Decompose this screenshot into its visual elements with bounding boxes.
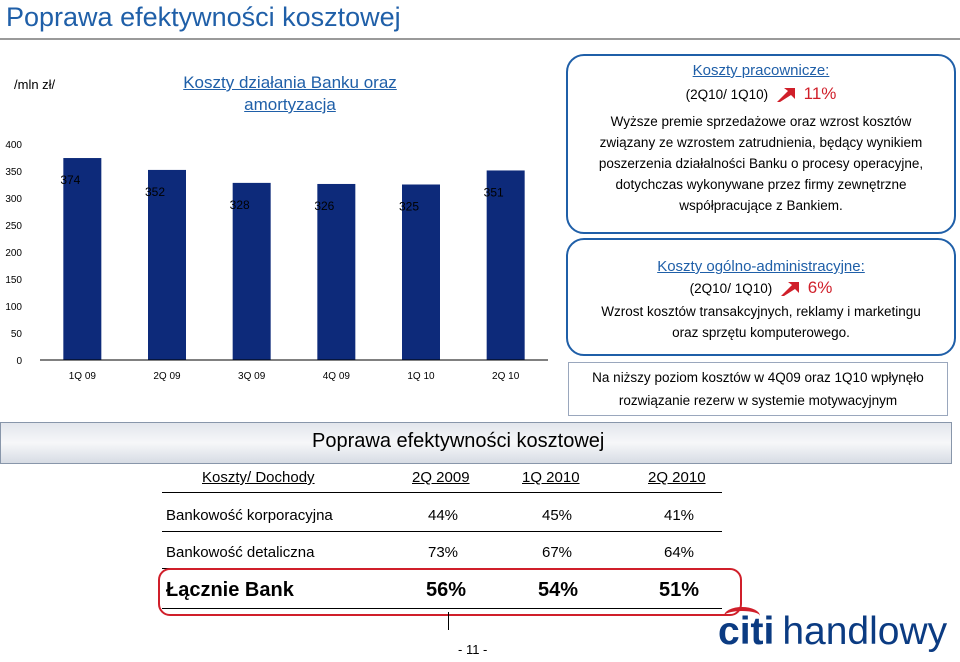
x-tick-label: 2Q 10	[492, 371, 520, 382]
table-cell-total: 56%	[426, 579, 467, 601]
personnel-change-value: 11%	[803, 84, 837, 103]
admin-change-value: 6%	[807, 278, 833, 297]
x-tick-label: 1Q 10	[407, 371, 435, 382]
personnel-change-row	[568, 83, 954, 105]
y-tick-label: 300	[5, 194, 22, 205]
table-divider	[162, 531, 722, 532]
cost-bar-chart	[0, 130, 560, 390]
table-divider	[162, 492, 722, 493]
admin-cost-panel	[566, 238, 956, 356]
y-tick-label: 200	[5, 248, 22, 259]
table-cell: 44%	[428, 507, 459, 524]
personnel-line: współpracujące z Bankiem.	[679, 198, 843, 213]
logo-mark: citi	[718, 610, 775, 653]
bar-value-label: 352	[145, 184, 166, 199]
efficiency-banner-title: Poprawa efektywności kosztowej	[312, 430, 605, 452]
admin-line: Wzrost kosztów transakcyjnych, reklamy i marketingu	[601, 304, 921, 319]
y-tick-label: 150	[5, 275, 22, 286]
logo-word: handlowy	[782, 610, 948, 653]
bar-value-label: 325	[399, 199, 420, 214]
bar	[63, 158, 101, 360]
personnel-line: związany ze wzrostem zatrudnienia, będący wynikiem	[599, 135, 923, 150]
table-row-label: Bankowość detaliczna	[166, 544, 315, 561]
admin-line: oraz sprzętu komputerowego.	[672, 325, 850, 340]
table-header-col: 2Q 2010	[648, 469, 706, 486]
personnel-cost-panel	[566, 54, 956, 234]
x-tick-label: 3Q 09	[238, 371, 266, 382]
bar-value-label: 328	[229, 197, 250, 212]
note-line: rozwiązanie rezerw w systemie motywacyjnym	[618, 393, 898, 408]
table-header-col: 2Q 2009	[412, 469, 470, 486]
page-title: Poprawa efektywności kosztowej	[6, 2, 401, 32]
y-tick-label: 350	[5, 167, 22, 178]
admin-cost-heading: Koszty ogólno-administracyjne:	[657, 258, 865, 275]
bar-value-label: 374	[60, 173, 81, 188]
chart-title: Koszty działania Banku oraz amortyzacja	[183, 73, 397, 114]
table-row-label: Bankowość korporacyjna	[166, 507, 333, 524]
bar-value-label: 351	[483, 185, 504, 200]
table-column-divider	[448, 612, 449, 630]
x-axis	[40, 360, 548, 382]
x-tick-label: 4Q 09	[322, 371, 350, 382]
y-tick-label: 400	[5, 140, 22, 151]
table-divider	[162, 608, 722, 609]
table-cell: 64%	[664, 544, 695, 561]
admin-change-row	[568, 277, 954, 299]
x-tick-label: 1Q 09	[68, 371, 96, 382]
table-cell-total: 54%	[538, 579, 579, 601]
note-line: Na niższy poziom kosztów w 4Q09 oraz 1Q10 wpłynęło	[592, 370, 924, 385]
table-cell: 45%	[542, 507, 573, 524]
y-tick-label: 0	[16, 356, 22, 367]
table-cell-total: 51%	[659, 579, 700, 601]
personnel-line: dotychczas wykonywane przez firmy zewnętrzne	[615, 177, 907, 192]
table-header-label: Koszty/ Dochody	[202, 469, 315, 486]
up-arrow-icon	[776, 87, 796, 103]
y-tick-label: 50	[10, 329, 22, 340]
x-tick-label: 2Q 09	[153, 371, 181, 382]
reserve-note	[568, 362, 948, 416]
unit-label: /mln zł/	[14, 77, 56, 92]
bar-value-label: 326	[314, 198, 335, 213]
citi-handlowy-logo	[718, 610, 947, 654]
table-cell: 73%	[428, 544, 459, 561]
personnel-period: (2Q10/ 1Q10)	[685, 87, 769, 102]
table-cell: 41%	[664, 507, 695, 524]
title-divider	[0, 38, 960, 40]
personnel-line: poszerzenia działalności Banku o procesy operacyjne,	[598, 156, 924, 171]
logo-arc-icon	[724, 607, 760, 625]
admin-period: (2Q10/ 1Q10)	[689, 281, 773, 296]
up-arrow-icon	[780, 281, 800, 297]
y-tick-label: 250	[5, 221, 22, 232]
y-axis	[5, 140, 22, 367]
table-row-label-total: Łącznie Bank	[166, 579, 294, 601]
y-tick-label: 100	[5, 302, 22, 313]
bar-series	[60, 158, 524, 360]
table-header-col: 1Q 2010	[522, 469, 580, 486]
page-number: - 11 -	[458, 642, 488, 657]
personnel-line: Wyższe premie sprzedażowe oraz wzrost kosztów	[610, 114, 912, 129]
personnel-cost-heading: Koszty pracownicze:	[692, 62, 830, 79]
table-cell: 67%	[542, 544, 573, 561]
